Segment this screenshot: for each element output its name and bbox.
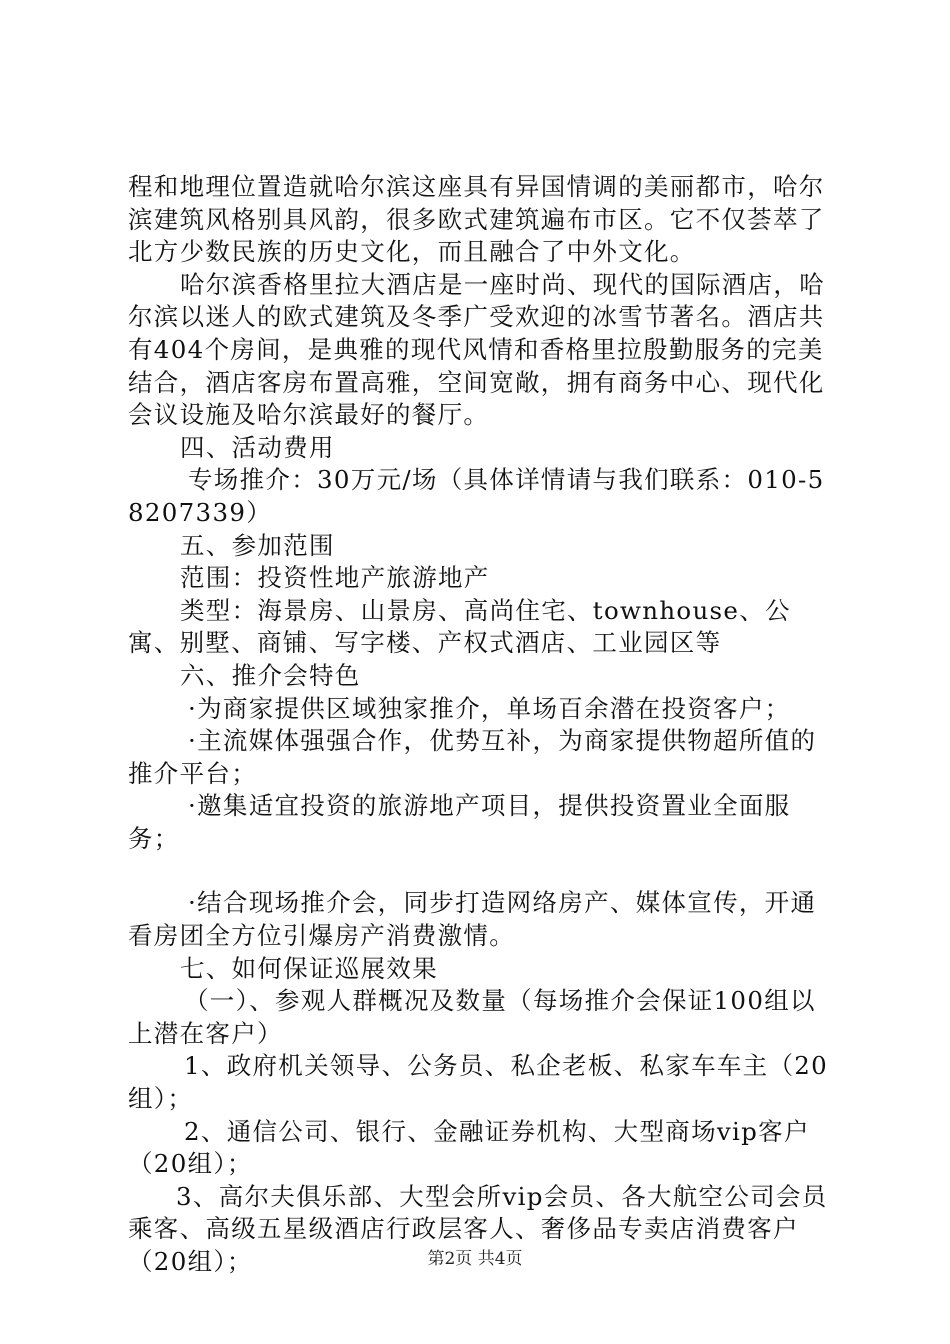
audience-item: 3、高尔夫俱乐部、大型会所vip会员、各大航空公司会员乘客、高级五星级酒店行政层客人、奢侈品专卖店消费客户（20组）； bbox=[128, 1181, 828, 1276]
blank-line bbox=[128, 855, 832, 887]
paragraph-scope: 范围：投资性地产旅游地产 bbox=[180, 563, 490, 593]
section-heading-effect: 七、如何保证巡展效果 bbox=[180, 953, 438, 983]
document-body bbox=[128, 171, 832, 1279]
paragraph-property-types: 类型：海景房、山景房、高尚住宅、townhouse、公寓、别墅、商铺、写字楼、产权式酒店、工业园区等 bbox=[128, 595, 791, 658]
feature-item: ·结合现场推介会，同步打造网络房产、媒体宣传，开通看房团全方位引爆房产消费激情。 bbox=[128, 888, 817, 951]
feature-item: ·主流媒体强强合作，优势互补，为商家提供物超所值的推介平台； bbox=[128, 726, 817, 788]
section-heading-fees: 四、活动费用 bbox=[180, 432, 335, 462]
feature-item: ·邀集适宜投资的旅游地产项目，提供投资置业全面服务； bbox=[128, 791, 791, 853]
feature-item: ·为商家提供区域独家推介，单场百余潜在投资客户； bbox=[188, 693, 791, 723]
audience-item: 1、政府机关领导、公务员、私企老板、私家车车主（20组）； bbox=[128, 1051, 829, 1114]
paragraph-audience-overview: （一）、参观人群概况及数量（每场推介会保证100组以上潜在客户） bbox=[128, 986, 816, 1048]
paragraph-harbin-city: 程和地理位置造就哈尔滨这座具有异国情调的美丽都市，哈尔滨建筑风格别具风韵，很多欧式建筑遍布市区。它不仅荟萃了北方少数民族的历史文化，而且融合了中外文化。 bbox=[128, 172, 825, 267]
paragraph-shangri-la-hotel: 哈尔滨香格里拉大酒店是一座时尚、现代的国际酒店，哈尔滨以迷人的欧式建筑及冬季广受欢迎的冰雪节著名。酒店共有404个房间，是典雅的现代风情和香格里拉殷勤服务的完美结合，酒店客房布置高雅，空间宽敞，拥有商务中心、现代化会议设施及哈尔滨最好的餐厅。 bbox=[128, 269, 825, 430]
page-number-footer: 第2页 共4页 bbox=[427, 1249, 523, 1269]
audience-item: 2、通信公司、银行、金融证券机构、大型商场vip客户（20组）； bbox=[128, 1116, 810, 1179]
paragraph-fee-detail: 专场推介：30万元/场（具体详情请与我们联系：010-58207339） bbox=[128, 465, 825, 527]
section-heading-features: 六、推介会特色 bbox=[180, 660, 361, 690]
section-heading-scope: 五、参加范围 bbox=[180, 530, 335, 560]
